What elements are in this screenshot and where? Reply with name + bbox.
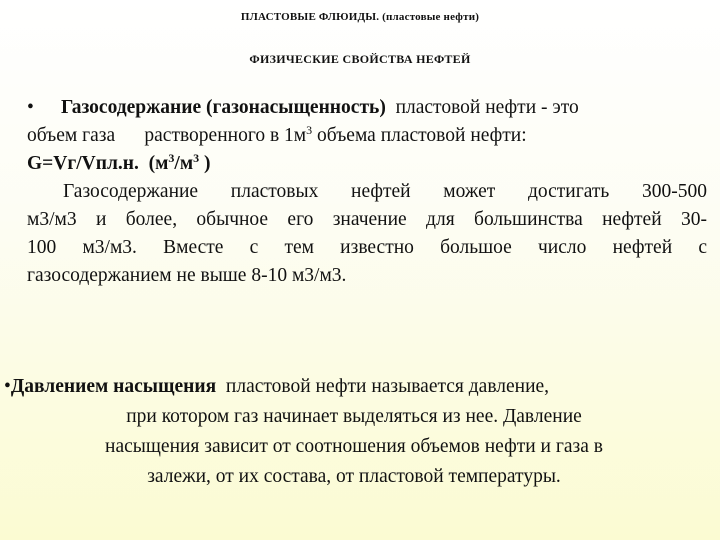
superscript: 3: [168, 151, 175, 165]
line-text: растворенного в 1м: [144, 125, 307, 146]
slide-subtitle: ФИЗИЧЕСКИЕ СВОЙСТВА НЕФТЕЙ: [249, 52, 471, 66]
formula-unit: ): [204, 153, 211, 174]
superscript: 3: [306, 123, 313, 137]
term-saturation-pressure: Давлением насыщения: [10, 376, 217, 397]
line-text: объема пластовой нефти:: [317, 125, 527, 146]
line-text: объем газа: [27, 125, 116, 146]
line-text: пластовой нефти называется давление,: [225, 376, 550, 397]
paragraph-line: [4, 372, 704, 402]
superscript: 3: [193, 151, 200, 165]
paragraph-line: залежи, от их состава, от пластовой температуры.: [147, 466, 561, 487]
paragraph-line: насыщения зависит от соотношения объемов нефти и газа в: [105, 436, 603, 457]
slide-title: ПЛАСТОВЫЕ ФЛЮИДЫ. (пластовые нефти): [240, 11, 480, 23]
formula-unit: (м: [148, 153, 169, 174]
bullet-icon: •: [27, 97, 34, 118]
saturation-pressure-paragraph: [4, 372, 704, 492]
paragraph-line: при котором газ начинает выделяться из нее. Давление: [126, 406, 582, 427]
formula: [27, 150, 707, 178]
paragraph-line: 100 м3/м3. Вместе с тем известно большое число нефтей с: [27, 237, 707, 258]
term-gas-content: Газосодержание (газонасыщенность): [61, 97, 386, 118]
bullet-icon: •: [4, 376, 11, 397]
formula-expression: G=Vг/Vпл.н.: [27, 153, 139, 174]
paragraph-line: [27, 94, 707, 122]
paragraph-line: м3/м3 и более, обычное его значение для большинства нефтей 30-: [27, 209, 707, 230]
line-text: пластовой нефти - это: [395, 97, 579, 118]
paragraph-line: [27, 122, 707, 150]
paragraph-line: Газосодержание пластовых нефтей может достигать 300-500: [63, 181, 707, 202]
paragraph-line: газосодержанием не выше 8-10 м3/м3.: [27, 265, 347, 286]
formula-unit: /м: [174, 153, 194, 174]
gas-content-paragraph: [27, 94, 707, 290]
